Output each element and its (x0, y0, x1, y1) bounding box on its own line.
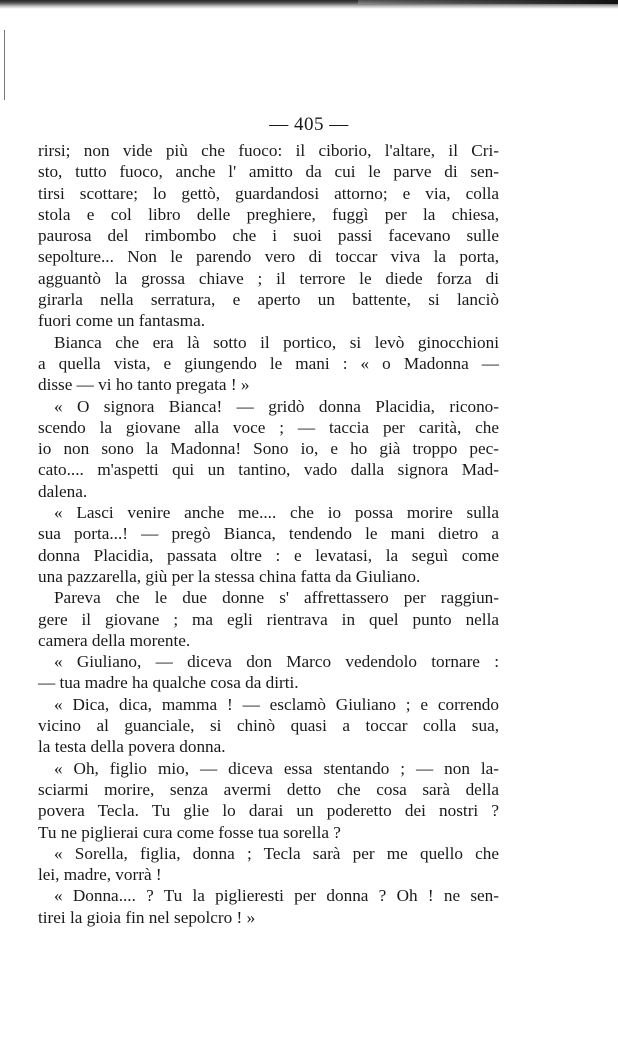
text-line: cato.... m'aspetti qui un tantino, vado dalla signora Mad- (38, 460, 499, 480)
text-line: Pareva che le due donne s' affrettassero per raggiun- (54, 588, 499, 608)
text-line: Bianca che era là sotto il portico, si levò ginocchioni (54, 332, 499, 352)
scan-left-mark (4, 30, 5, 100)
text-line: agguantò la grossa chiave ; il terrore le diede forza di (38, 268, 499, 288)
text-line: stola e col libro delle preghiere, fuggì per la chiesa, (38, 204, 499, 224)
text-line: sciarmi morire, senza avermi detto che cosa sarà della (38, 779, 499, 799)
text-line: fuori come un fantasma. (38, 311, 206, 331)
text-line: disse — vi ho tanto pregata ! » (38, 375, 250, 395)
text-line: « Giuliano, — diceva don Marco vedendolo tornare : (54, 652, 499, 672)
text-line: io non sono la Madonna! Sono io, e ho già troppo pec- (38, 439, 499, 459)
text-line: a quella vista, e giungendo le mani : « o Madonna — (38, 353, 499, 373)
text-line: « Donna.... ? Tu la piglieresti per donna ? Oh ! ne sen- (54, 886, 499, 906)
text-line: « O signora Bianca! — gridò donna Placidia, ricono- (54, 396, 499, 416)
text-line: tirsi scottare; lo gettò, guardandosi attorno; e via, colla (38, 183, 499, 203)
text-line: scendo la giovane alla voce ; — taccia per carità, che (38, 417, 499, 437)
text-line: lei, madre, vorrà ! (38, 865, 162, 885)
text-line: — tua madre ha qualche cosa da dirti. (38, 673, 299, 693)
text-line: Tu ne piglierai cura come fosse tua sorella ? (38, 822, 341, 842)
page-number: — 405 — (269, 114, 349, 135)
text-line: vicino al guanciale, si chinò quasi a toccar colla sua, (38, 716, 499, 736)
text-line: « Oh, figlio mio, — diceva essa stentando ; — non la- (54, 758, 499, 778)
text-line: « Dica, dica, mamma ! — esclamò Giuliano ; e correndo (54, 694, 499, 714)
text-line: « Lasci venire anche me.... che io possa morire sulla (54, 503, 499, 523)
body-text (38, 140, 499, 928)
text-line: rirsi; non vide più che fuoco: il ciborio, l'altare, il Cri- (38, 141, 499, 160)
text-line: sua porta...! — pregò Bianca, tendendo le mani dietro a (38, 524, 499, 544)
text-line: tirei la gioia fin nel sepolcro ! » (38, 907, 256, 927)
scan-top-edge (0, 0, 618, 9)
text-line: una pazzarella, giù per la stessa china fatta da Giuliano. (38, 566, 421, 586)
text-line: « Sorella, figlia, donna ; Tecla sarà per me quello che (54, 843, 499, 863)
text-line: camera della morente. (38, 630, 191, 650)
text-line: girarla nella serratura, e aperto un battente, si lanciò (38, 290, 499, 310)
text-line: sto, tutto fuoco, anche l' amitto da cui le parve di sen- (38, 162, 499, 182)
text-line: sepolture... Non le parendo vero di toccar viva la porta, (38, 247, 499, 267)
text-line: gere il giovane ; ma egli rientrava in quel punto nella (38, 609, 499, 629)
text-line: paurosa del rimbombo che i suoi passi facevano sulle (38, 226, 499, 246)
text-line: la testa della povera donna. (38, 737, 226, 757)
text-line: dalena. (38, 481, 88, 501)
text-line: povera Tecla. Tu glie lo darai un poderetto dei nostri ? (38, 801, 499, 821)
text-line: donna Placidia, passata oltre : e levatasi, la seguì come (38, 545, 499, 565)
